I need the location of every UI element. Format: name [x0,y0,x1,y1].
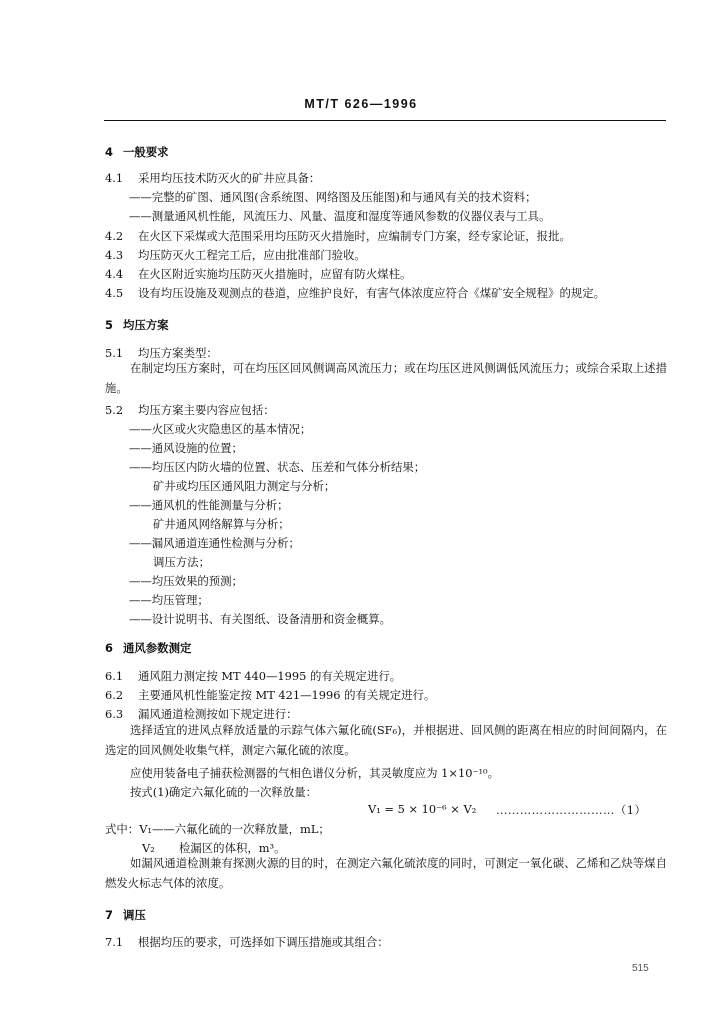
clause-number: 4.4 [105,267,124,281]
clause-number: 6.1 [105,669,124,683]
equation-number: …………………………（1） [496,803,647,817]
list-item: ——通风设施的位置； [129,441,243,455]
clause-number: 4.5 [105,286,124,300]
clause-text: 主要通风机性能鉴定按 MT 421—1996 的有关规定进行。 [138,688,436,702]
section-title: 通风参数测定 [123,641,192,655]
clause-6-1 [105,668,667,684]
where-v2-text: 检漏区的体积，m³。 [179,841,286,855]
clause-number: 5.2 [105,403,124,417]
section-6-heading [105,640,667,656]
clause-6-3-paragraph-1: 选择适宜的进风点释放适量的示踪气体六氟化硫(SF₆)，并根据进、回风侧的距离在相应的时间间隔内，在选定的回风侧处收集气样，测定六氟化硫的浓度。 [105,723,667,757]
clause-5-2 [105,402,667,418]
list-item: ——测量通风机性能，风流压力、风量、温度和湿度等通风参数的仪器仪表与工具。 [129,209,551,223]
section-number: 7 [105,908,113,922]
clause-6-3-paragraph-2: 应使用装备电子捕获检测器的气相色谱仪分析，其灵敏度应为 1×10⁻¹⁰。 [130,766,499,780]
clause-number: 4.2 [105,229,124,243]
list-item: ——均压区内防火墙的位置、状态、压差和气体分析结果； [129,460,426,474]
clause-text: 在火区下采煤或大范围采用均压防灭火措施时，应编制专门方案，经专家论证，报批。 [138,229,571,243]
clause-4-4 [105,266,667,282]
header-rule [104,120,666,121]
standard-code-header: MT/T 626—1996 [304,97,418,111]
list-item: ——通风机的性能测量与分析； [129,498,289,512]
list-item: ——火区或火灾隐患区的基本情况； [129,422,312,436]
section-number: 6 [105,641,113,655]
clause-number: 4.3 [105,248,124,262]
clause-number: 5.1 [105,346,124,360]
clause-6-2 [105,687,667,703]
clause-6-3 [105,706,667,722]
section-7-heading [105,907,667,923]
page-number: 515 [632,963,649,974]
section-5-heading [105,317,667,333]
clause-4-2 [105,228,667,244]
section-title: 均压方案 [123,318,169,332]
list-item: 矿井或均压区通风阻力测定与分析； [153,479,336,493]
clause-text: 在火区附近实施均压防灭火措施时，应留有防火煤柱。 [138,267,412,281]
clause-text: 均压方案主要内容应包括： [138,403,275,417]
clause-text: 通风阻力测定按 MT 440—1995 的有关规定进行。 [138,669,402,683]
clause-text: 均压方案类型： [138,346,218,360]
section-number: 5 [105,318,113,332]
clause-text: 漏风通道检测按如下规定进行： [138,707,298,721]
clause-4-3 [105,247,667,263]
section-4-heading [105,144,667,160]
clause-number: 6.3 [105,707,124,721]
clause-7-1 [105,934,667,950]
section-title: 一般要求 [123,145,169,159]
list-item: ——漏风通道连通性检测与分析； [129,536,300,550]
section-number: 4 [105,145,113,159]
clause-4-1 [105,170,667,186]
list-item: 调压方法； [153,555,210,569]
clause-6-3-paragraph-3: 按式(1)确定六氟化硫的一次释放量： [130,785,317,799]
clause-number: 7.1 [105,935,124,949]
clause-text: 根据均压的要求，可选择如下调压措施或其组合： [138,935,389,949]
section-title: 调压 [123,908,146,922]
where-v1-text: V₁——六氟化硫的一次释放量，mL； [139,822,330,836]
list-item: ——均压管理； [129,593,209,607]
list-item: ——设计说明书、有关图纸、设备清册和资金概算。 [129,612,391,626]
where-label: 式中： [105,822,140,836]
clause-number: 6.2 [105,688,124,702]
clause-6-3-paragraph-4: 如漏风通道检测兼有探测火源的目的时，在测定六氟化硫浓度的同时，可测定一氧化碳、乙烯和乙炔等煤自燃发火标志气体的浓度。 [105,856,667,890]
where-v2-symbol: V₂ [142,841,155,855]
clause-5-1-body: 在制定均压方案时，可在均压区回风侧调高风流压力；或在均压区进风侧调低风流压力；或综合采取上述措施。 [105,361,667,395]
clause-text: 均压防灭火工程完工后，应由批准部门验收。 [138,248,366,262]
where-clause-v1 [105,821,667,837]
clause-number: 4.1 [105,171,124,185]
clause-text: 设有均压设施及观测点的巷道，应维护良好，有害气体浓度应符合《煤矿安全规程》的规定。 [138,286,606,300]
formula-1: V₁ = 5 × 10⁻⁶ × V₂ [368,802,477,816]
list-item: ——完整的矿图、通风图(含系统图、网络图及压能图)和与通风有关的技术资料； [129,190,537,204]
clause-text: 采用均压技术防灭火的矿井应具备： [138,171,321,185]
list-item: 矿井通风网络解算与分析； [153,517,290,531]
list-item: ——均压效果的预测； [129,574,243,588]
clause-4-5 [105,285,667,301]
